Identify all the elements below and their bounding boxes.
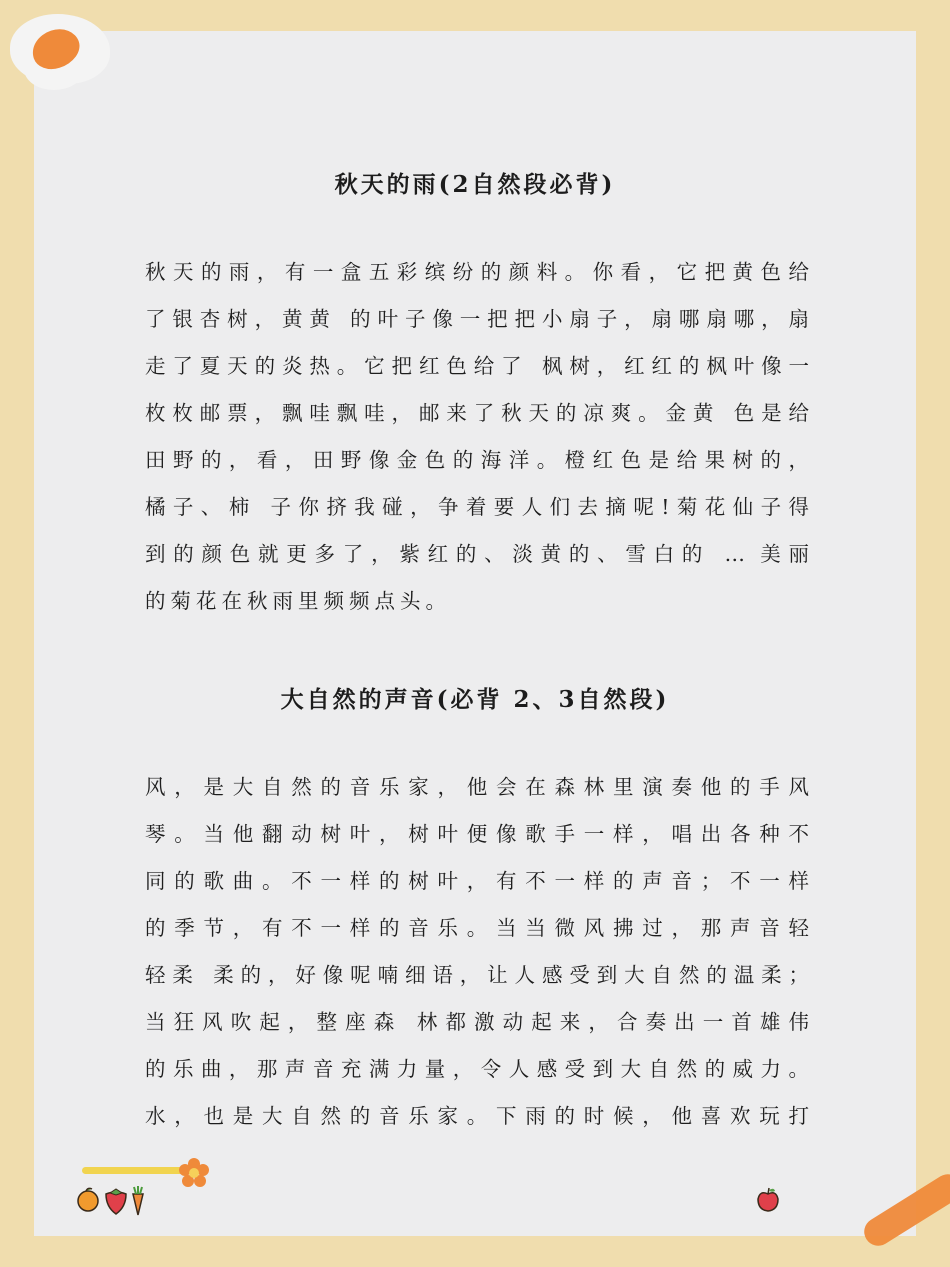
text-line: 轻柔 柔的，好像呢喃细语，让人感受到大自然的温柔； [145, 963, 810, 987]
section-title-nature-sounds: 大自然的声音(必背 2、3自然段) [280, 686, 670, 713]
text-line: 枚枚邮票，飘哇飘哇，邮来了秋天的凉爽。金黄 色是给 [145, 401, 810, 425]
orange-icon [78, 1188, 98, 1211]
carrot-icon [133, 1186, 143, 1215]
text-line: 水，也是大自然的音乐家。下雨的时候，他喜欢玩打 [145, 1104, 810, 1128]
text-line: 风，是大自然的音乐家，他会在森林里演奏他的手风 [145, 775, 810, 799]
text-line: 了银杏树，黄黄 的叶子像一把把小扇子，扇哪扇哪，扇 [145, 307, 810, 331]
text-line: 橘子、柿 子你挤我碰，争着要人们去摘呢!菊花仙子得 [145, 495, 810, 519]
text-line: 走了夏天的炎热。它把红色给了 枫树，红红的枫叶像一 [145, 354, 810, 378]
strawberry-icon [106, 1189, 126, 1214]
paragraph-autumn-rain [145, 249, 810, 625]
text-line: 的季节，有不一样的音乐。当当微风拂过，那声音轻 [145, 916, 810, 940]
text-line: 的菊花在秋雨里频频点头。 [145, 589, 451, 613]
fruit-icons [76, 1185, 156, 1217]
text-line: 同的歌曲。不一样的树叶，有不一样的声音；不一样 [145, 869, 810, 893]
section-title-autumn-rain: 秋天的雨(2自然段必背) [334, 171, 616, 198]
flower-icon [178, 1157, 210, 1189]
text-line: 田野的，看，田野像金色的海洋。橙红色是给果树的， [145, 448, 810, 472]
text-line: 当狂风吹起，整座森 林都激动起来，合奏出一首雄伟 [145, 1010, 810, 1034]
text-line: 秋天的雨，有一盒五彩缤纷的颜料。你看，它把黄色给 [145, 260, 810, 284]
text-line: 琴。当他翻动树叶，树叶便像歌手一样，唱出各种不 [145, 822, 810, 846]
apple-icon [754, 1186, 782, 1214]
paragraph-nature-sounds [145, 764, 810, 1140]
text-line: 的乐曲，那声音充满力量，令人感受到大自然的威力。 [145, 1057, 810, 1081]
yellow-bar-decoration [82, 1167, 186, 1174]
text-line: 到的颜色就更多了，紫红的、淡黄的、雪白的 … 美丽 [145, 542, 810, 566]
